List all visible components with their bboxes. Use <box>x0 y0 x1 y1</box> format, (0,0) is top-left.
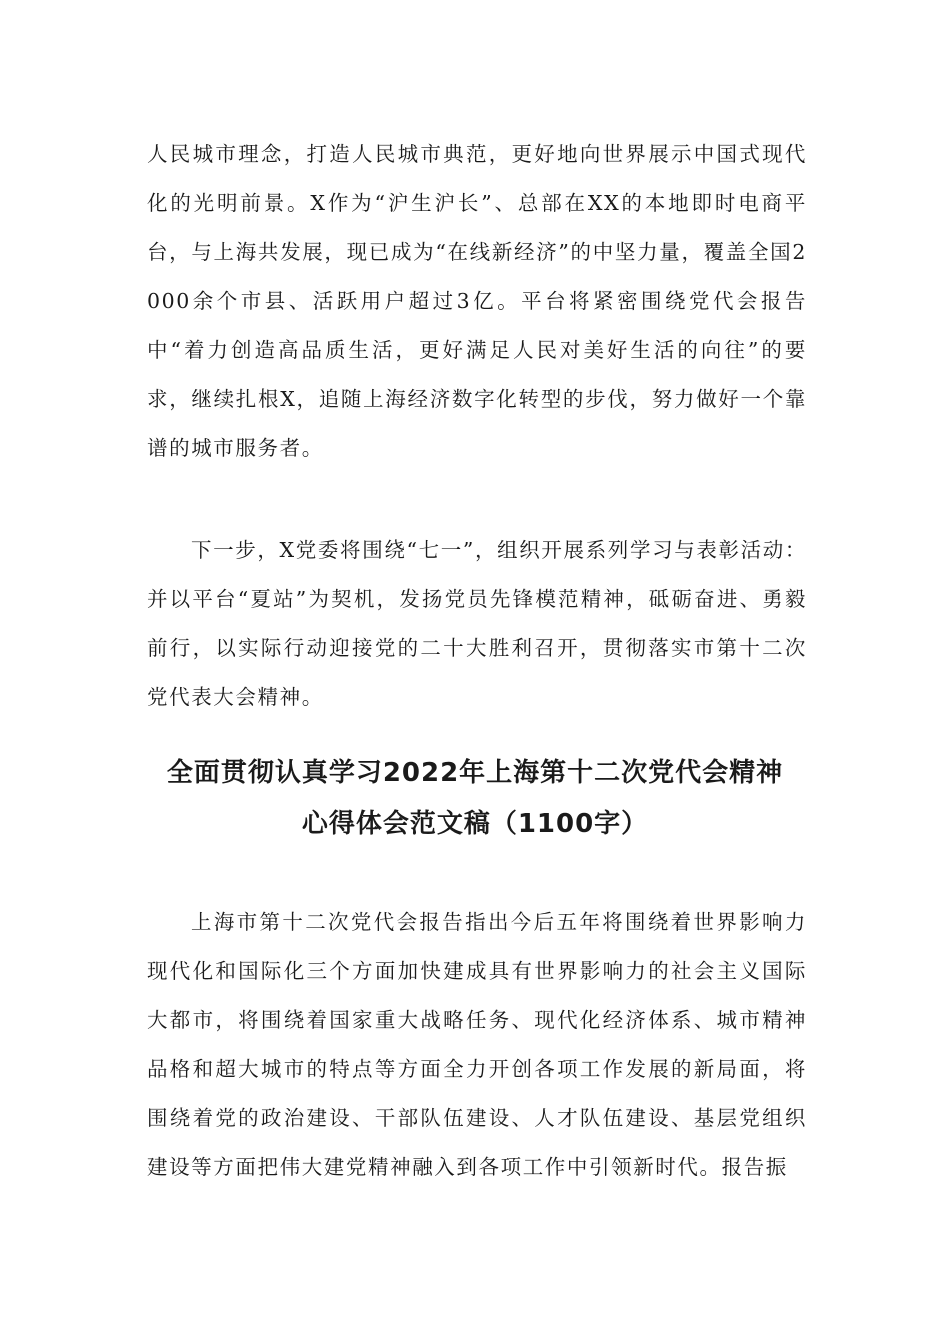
article-heading-line-1: 全面贯彻认真学习2022年上海第十二次党代会精神 <box>166 758 784 788</box>
article-heading-line-2: 心得体会范文稿（1100字） <box>301 809 649 839</box>
paragraph-next-steps: 下一步，X党委将围绕“七一”，组织开展系列学习与表彰活动：并以平台“夏站”为契机，发扬党员先锋模范精神，砥砺奋进、勇毅前行，以实际行动迎接党的二十大胜利召开，贯彻落实市第十二次党代表大会精神。 <box>147 538 807 709</box>
article-heading <box>100 748 850 850</box>
paragraph-article-body: 上海市第十二次党代会报告指出今后五年将围绕着世界影响力现代化和国际化三个方面加快建成具有世界影响力的社会主义国际大都市，将围绕着国家重大战略任务、现代化经济体系、城市精神品格和超大城市的特点等方面全力开创各项工作发展的新局面，将围绕着党的政治建设、干部队伍建设、人才队伍建设、基层党组织建设等方面把伟大建党精神融入到各项工作中引领新时代。报告振 <box>147 910 807 1179</box>
paragraph-intro-continuation: 人民城市理念，打造人民城市典范，更好地向世界展示中国式现代化的光明前景。X作为“沪生沪长”、总部在XX的本地即时电商平台，与上海共发展，现已成为“在线新经济”的中坚力量，覆盖全国2000余个市县、活跃用户超过3亿。平台将紧密围绕党代会报告中“着力创造高品质生活，更好满足人民对美好生活的向往”的要求，继续扎根X，追随上海经济数字化转型的步伐，努力做好一个靠谱的城市服务者。 <box>147 142 807 460</box>
